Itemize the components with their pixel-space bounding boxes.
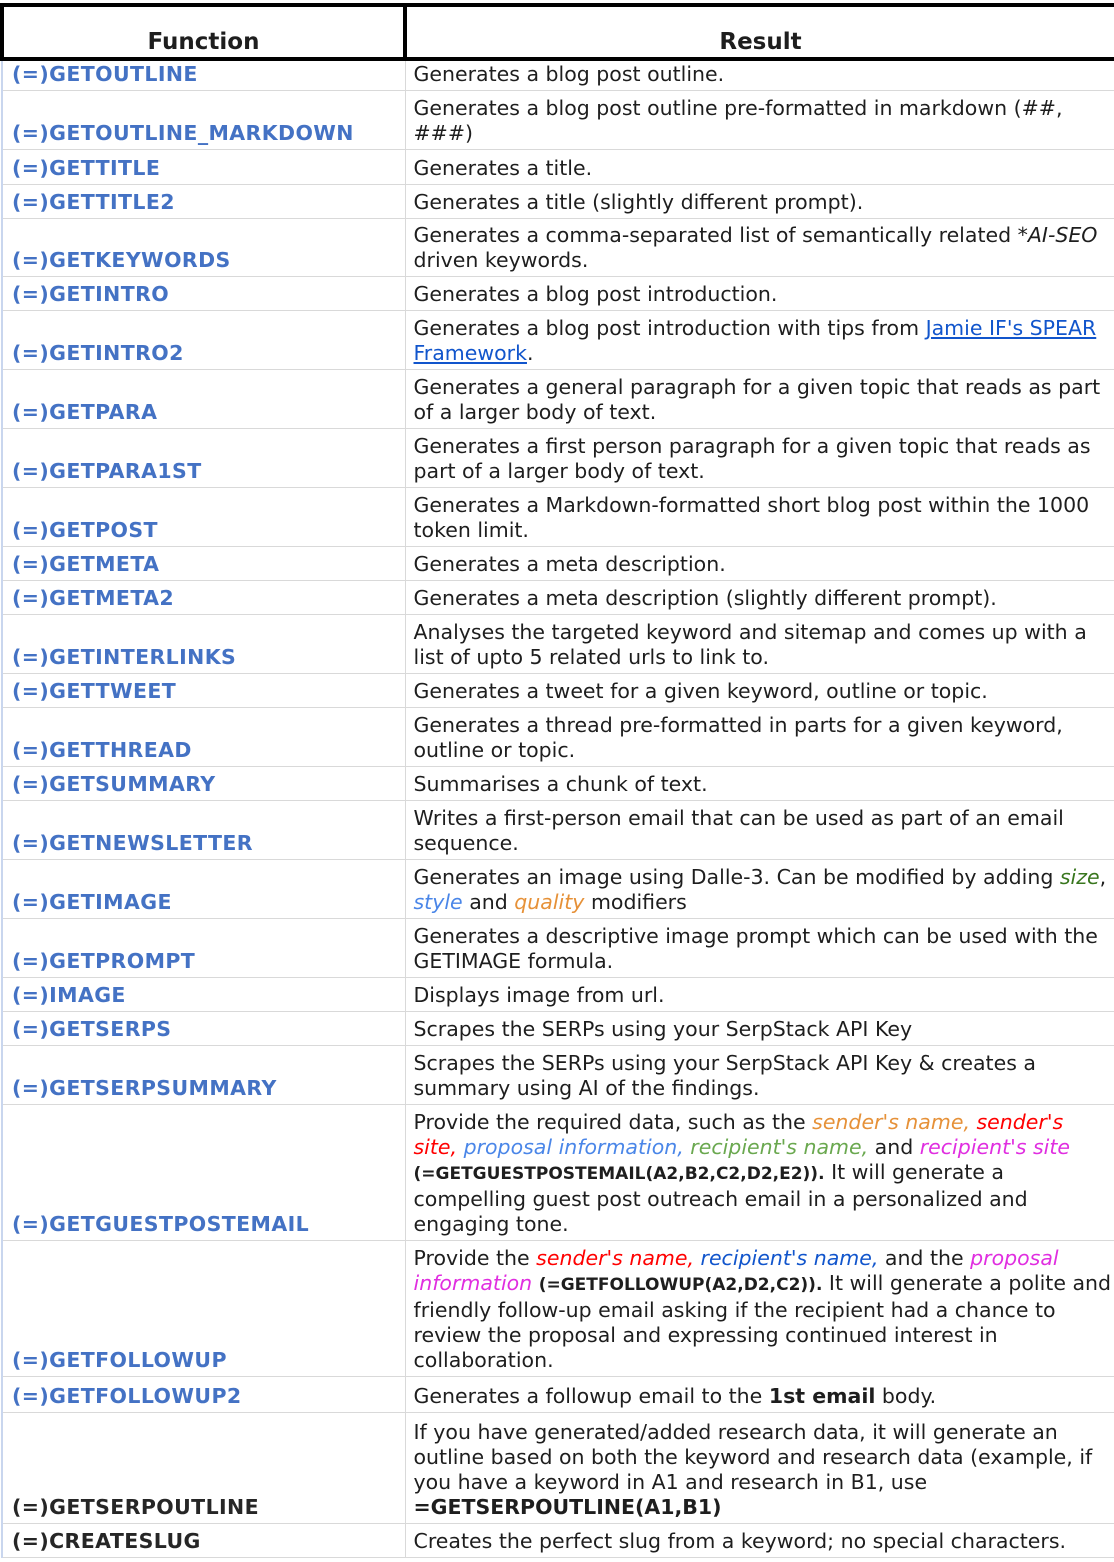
function-cell[interactable]: (=)GETOUTLINE — [2, 59, 405, 90]
result-cell[interactable]: Generates a blog post outline pre-formatted in markdown (##, ###) — [405, 90, 1114, 149]
function-cell[interactable]: (=)CREATESLUG — [2, 1523, 405, 1557]
result-cell[interactable]: If you have generated/added research data, it will generate an outline based on both the keyword and research data (example, if you have a keyword in A1 and research in B1, use =GETSERPOUTLINE(A1,B1) — [405, 1412, 1114, 1523]
result-cell[interactable]: Writes a first-person email that can be used as part of an email sequence. — [405, 800, 1114, 859]
table-row — [2, 1104, 1114, 1240]
function-cell[interactable]: (=)GETTITLE2 — [2, 184, 405, 218]
function-cell[interactable]: (=)GETTITLE — [2, 149, 405, 184]
result-cell[interactable]: Generates a thread pre-formatted in parts for a given keyword, outline or topic. — [405, 707, 1114, 766]
result-cell[interactable]: Generates a comma-separated list of semantically related *AI-SEO driven keywords. — [405, 218, 1114, 276]
header-row — [2, 5, 1114, 59]
header-function[interactable]: Function — [2, 5, 405, 59]
functions-table — [0, 3, 1114, 1558]
result-cell[interactable]: Generates a title. — [405, 149, 1114, 184]
result-cell[interactable]: Generates a followup email to the 1st email body. — [405, 1376, 1114, 1412]
table-row — [2, 487, 1114, 546]
result-cell[interactable]: Generates a first person paragraph for a given topic that reads as part of a larger body of text. — [405, 428, 1114, 487]
table-row — [2, 918, 1114, 977]
table-row — [2, 673, 1114, 707]
result-cell[interactable]: Generates a Markdown-formatted short blog post within the 1000 token limit. — [405, 487, 1114, 546]
function-cell[interactable]: (=)GETOUTLINE_MARKDOWN — [2, 90, 405, 149]
function-cell[interactable]: (=)GETPOST — [2, 487, 405, 546]
result-cell[interactable]: Provide the required data, such as the sender's name, sender's site, proposal information, recipient's name, and recipient's site (=GETGUESTPOSTEMAIL(A2,B2,C2,D2,E2)). It will generate a compelling guest post outreach email in a personalized and engaging tone. — [405, 1104, 1114, 1240]
table-row — [2, 90, 1114, 149]
function-cell[interactable]: (=)GETPARA1ST — [2, 428, 405, 487]
function-cell[interactable]: (=)GETINTRO2 — [2, 310, 405, 369]
function-cell[interactable]: (=)GETMETA — [2, 546, 405, 580]
function-cell[interactable]: (=)GETTHREAD — [2, 707, 405, 766]
table-row — [2, 977, 1114, 1011]
style-modifier: style — [413, 889, 463, 914]
table-row — [2, 59, 1114, 90]
result-cell[interactable]: Generates a meta description (slightly different prompt). — [405, 580, 1114, 614]
result-cell[interactable]: Scrapes the SERPs using your SerpStack API Key — [405, 1011, 1114, 1045]
table-row — [2, 859, 1114, 918]
function-cell[interactable]: (=)GETFOLLOWUP2 — [2, 1376, 405, 1412]
table-row — [2, 766, 1114, 800]
result-cell[interactable]: Analyses the targeted keyword and sitemap and comes up with a list of upto 5 related urls to link to. — [405, 614, 1114, 673]
result-cell[interactable]: Generates a general paragraph for a given topic that reads as part of a larger body of text. — [405, 369, 1114, 428]
function-cell[interactable]: (=)GETSERPS — [2, 1011, 405, 1045]
function-cell[interactable]: (=)GETSERPOUTLINE — [2, 1412, 405, 1523]
function-cell[interactable]: (=)GETSUMMARY — [2, 766, 405, 800]
result-cell[interactable]: Generates a blog post introduction. — [405, 276, 1114, 310]
formula-example: (=GETFOLLOWUP(A2,D2,C2)). — [538, 1274, 823, 1295]
function-cell[interactable]: (=)IMAGE — [2, 977, 405, 1011]
table-row — [2, 218, 1114, 276]
result-cell[interactable]: Generates a blog post outline. — [405, 59, 1114, 90]
function-cell[interactable]: (=)GETMETA2 — [2, 580, 405, 614]
result-cell[interactable]: Generates a title (slightly different prompt). — [405, 184, 1114, 218]
table-row — [2, 149, 1114, 184]
result-cell[interactable]: Generates an image using Dalle-3. Can be modified by adding size, style and quality modifiers — [405, 859, 1114, 918]
function-cell[interactable]: (=)GETPROMPT — [2, 918, 405, 977]
function-cell[interactable]: (=)GETKEYWORDS — [2, 218, 405, 276]
function-cell[interactable]: (=)GETFOLLOWUP — [2, 1240, 405, 1376]
function-cell[interactable]: (=)GETSERPSUMMARY — [2, 1045, 405, 1104]
table-row — [2, 369, 1114, 428]
size-modifier: size — [1059, 864, 1100, 889]
result-cell[interactable]: Generates a blog post introduction with tips from Jamie IF's SPEAR Framework. — [405, 310, 1114, 369]
function-cell[interactable]: (=)GETNEWSLETTER — [2, 800, 405, 859]
ai-seo-text: *AI-SEO — [1017, 222, 1098, 247]
header-result[interactable]: Result — [405, 5, 1114, 59]
table-row — [2, 1376, 1114, 1412]
function-cell[interactable]: (=)GETGUESTPOSTEMAIL — [2, 1104, 405, 1240]
table-row — [2, 184, 1114, 218]
result-cell[interactable]: Generates a meta description. — [405, 546, 1114, 580]
function-cell[interactable]: (=)GETIMAGE — [2, 859, 405, 918]
result-cell[interactable]: Generates a tweet for a given keyword, outline or topic. — [405, 673, 1114, 707]
function-cell[interactable]: (=)GETTWEET — [2, 673, 405, 707]
table-row — [2, 1045, 1114, 1104]
result-cell[interactable]: Scrapes the SERPs using your SerpStack API Key & creates a summary using AI of the findings. — [405, 1045, 1114, 1104]
table-row — [2, 614, 1114, 673]
function-cell[interactable]: (=)GETINTERLINKS — [2, 614, 405, 673]
result-cell[interactable]: Summarises a chunk of text. — [405, 766, 1114, 800]
table-row — [2, 580, 1114, 614]
quality-modifier: quality — [514, 889, 585, 914]
result-cell[interactable]: Displays image from url. — [405, 977, 1114, 1011]
result-cell[interactable]: Creates the perfect slug from a keyword; no special characters. — [405, 1523, 1114, 1557]
table-row — [2, 1523, 1114, 1557]
formula-example: =GETSERPOUTLINE(A1,B1) — [413, 1494, 722, 1519]
table-row — [2, 800, 1114, 859]
table-row — [2, 276, 1114, 310]
function-cell[interactable]: (=)GETINTRO — [2, 276, 405, 310]
table-row — [2, 707, 1114, 766]
table-row — [2, 1240, 1114, 1376]
spear-framework-link[interactable]: Jamie IF's SPEAR Framework — [413, 315, 1097, 365]
function-cell[interactable]: (=)GETPARA — [2, 369, 405, 428]
table-row — [2, 310, 1114, 369]
table-row — [2, 546, 1114, 580]
table-row — [2, 1412, 1114, 1523]
result-cell[interactable]: Generates a descriptive image prompt which can be used with the GETIMAGE formula. — [405, 918, 1114, 977]
formula-example: (=GETGUESTPOSTEMAIL(A2,B2,C2,D2,E2)). — [413, 1163, 825, 1184]
result-cell[interactable]: Provide the sender's name, recipient's name, and the proposal information (=GETFOLLOWUP(A2,D2,C2)). It will generate a polite and friendly follow-up email asking if the recipient had a chance to review the proposal and expressing continued interest in collaboration. — [405, 1240, 1114, 1376]
table-row — [2, 1011, 1114, 1045]
table-row — [2, 428, 1114, 487]
